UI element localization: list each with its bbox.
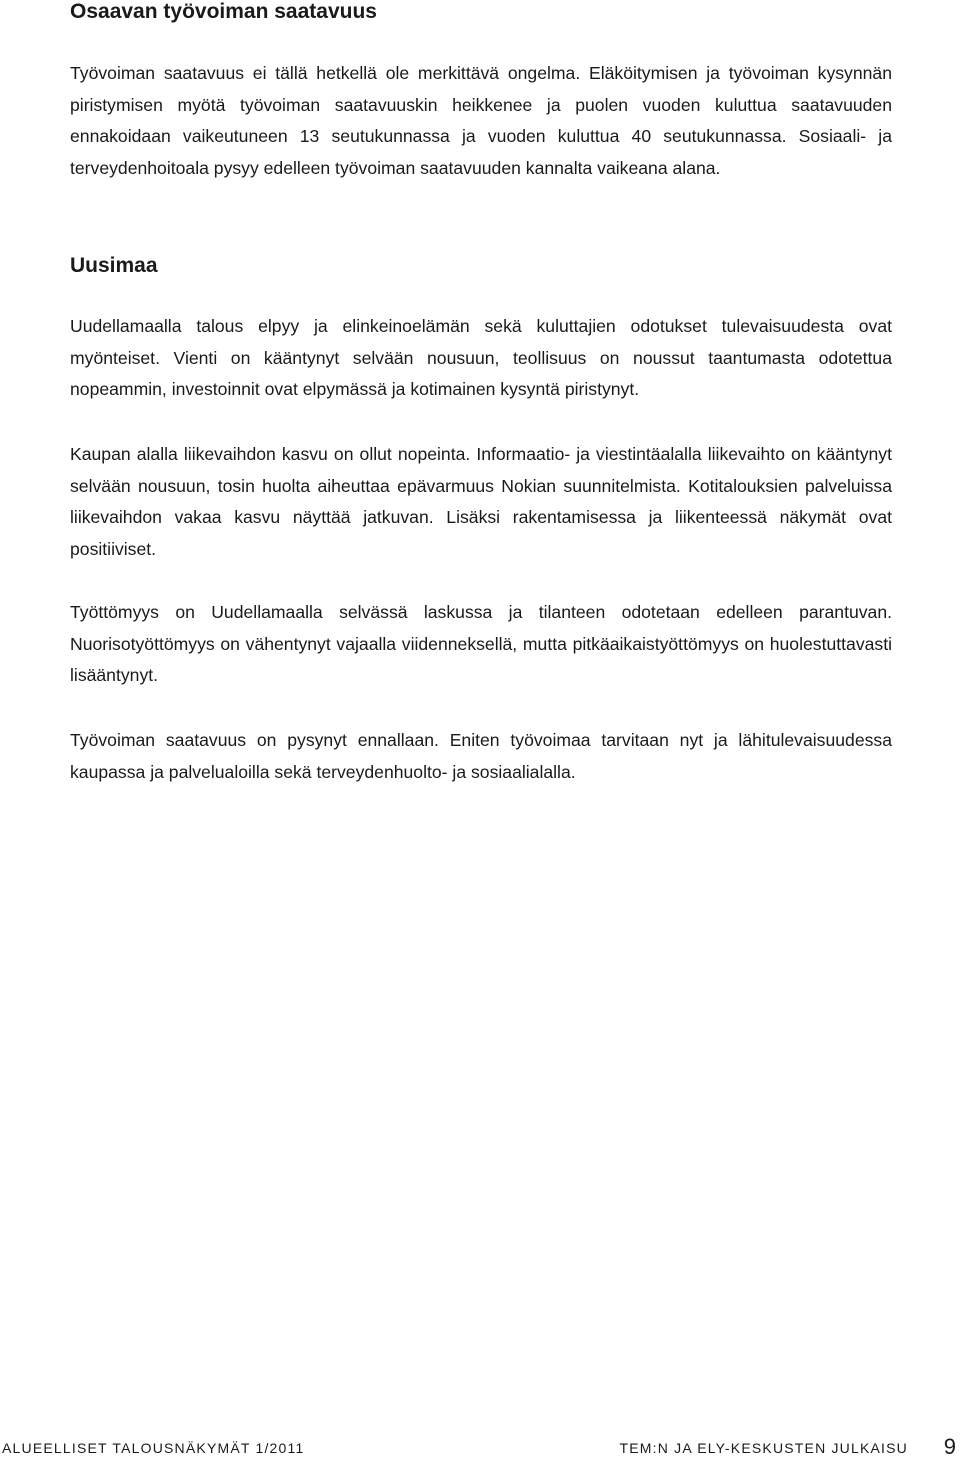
- footer-publisher: TEM:N JA ELY-KESKUSTEN JULKAISU: [619, 1440, 908, 1456]
- paragraph-tyovoiman-saatavuus: Työvoiman saatavuus on pysynyt ennallaan. Eniten työvoimaa tarvitaan nyt ja lähitulevaisuudessa kaupassa ja palvelualoilla sekä terveydenhuolto- ja sosiaalialalla.: [70, 730, 892, 782]
- page-number: 9: [943, 1434, 956, 1459]
- paragraph-tyottomyys: Työttömyys on Uudellamaalla selvässä laskussa ja tilanteen odotetaan edelleen parantuvan. Nuorisotyöttömyys on vähentynyt vajaalla viidenneksellä, mutta pitkäaikaistyöttömyys on huolestuttavasti lisääntynyt.: [70, 602, 892, 685]
- paragraph-kauppa: Kaupan alalla liikevaihdon kasvu on ollut nopeinta. Informaatio- ja viestintäalalla liikevaihto on kääntynyt selvään nousuun, tosin huolta aiheuttaa epävarmuus Nokian suunnitelmista. Kotitalouksien palveluissa liikevaihdon vakaa kasvu näyttää jatkuvan. Lisäksi rakentamisessa ja liikenteessä näkymät ovat positiiviset.: [70, 444, 892, 559]
- paragraph-saatavuus: Työvoiman saatavuus ei tällä hetkellä ole merkittävä ongelma. Eläköitymisen ja työvoiman kysynnän piristymisen myötä työvoiman saatavuuskin heikkenee ja puolen vuoden kuluttua saatavuuden ennakoidaan vaikeutuneen 13 seutukunnassa ja vuoden kuluttua 40 seutukunnassa. Sosiaali- ja terveydenhoitoala pysyy edelleen työvoiman saatavuuden kannalta vaikeana alana.: [70, 63, 892, 178]
- section-heading-uusimaa: Uusimaa: [70, 254, 158, 277]
- paragraph-talous: Uudellamaalla talous elpyy ja elinkeinoelämän sekä kuluttajien odotukset tulevaisuudesta ovat myönteiset. Vienti on kääntynyt selvään nousuun, teollisuus on noussut taantumasta odotettua nopeammin, investoinnit ovat elpymässä ja kotimainen kysyntä piristynyt.: [70, 316, 892, 399]
- footer-publication-title: ALUEELLISET TALOUSNÄKYMÄT 1/2011: [2, 1440, 305, 1456]
- section-heading-osaavan-tyovoiman-saatavuus: Osaavan työvoiman saatavuus: [70, 0, 377, 23]
